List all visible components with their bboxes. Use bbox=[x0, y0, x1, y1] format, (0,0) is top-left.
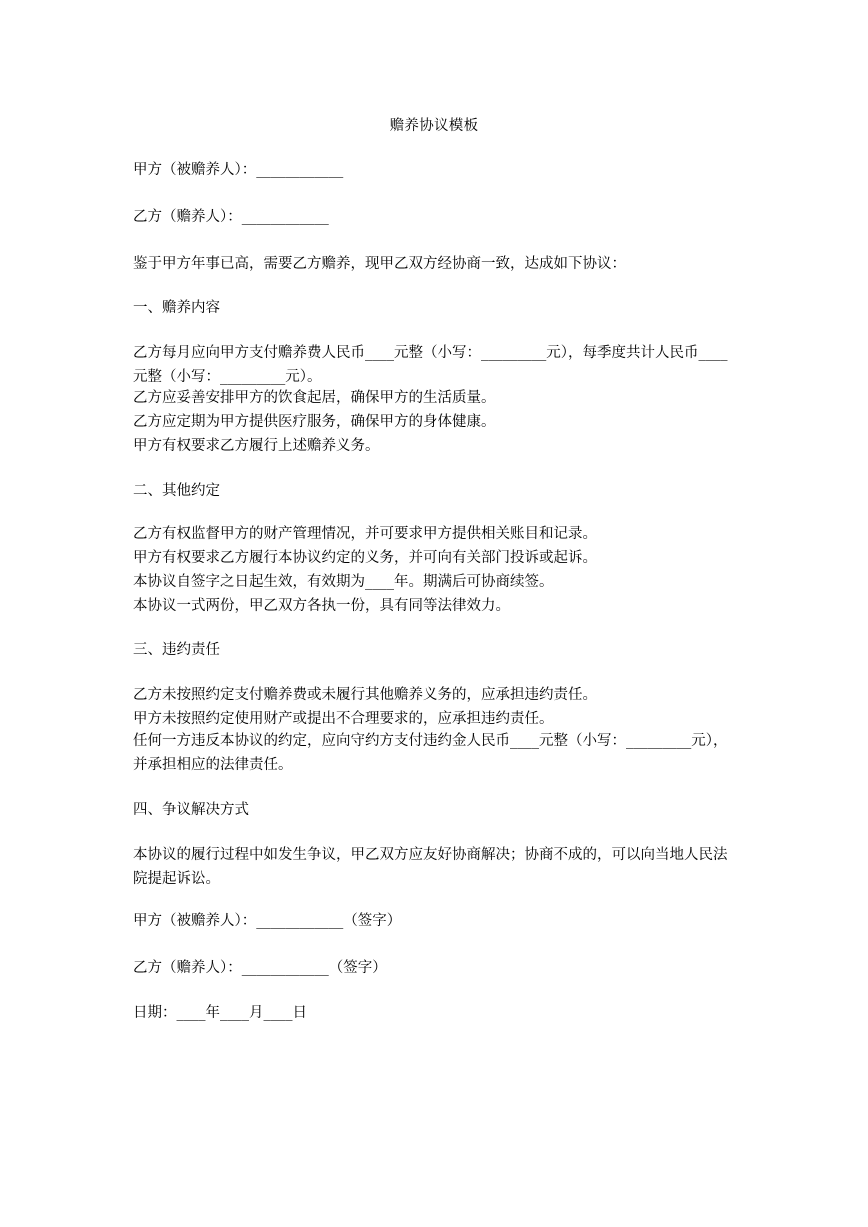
section-4-heading: 四、争议解决方式 bbox=[133, 802, 249, 818]
section-1-item-1: 乙方每月应向甲方支付赡养费人民币____元整（小写：_________元），每季度共计人民币____元整（小写：_________元）。 bbox=[133, 345, 728, 385]
section-2-item-1: 乙方有权监督甲方的财产管理情况，并可要求甲方提供相关账目和记录。 bbox=[133, 526, 597, 542]
section-3-heading: 三、违约责任 bbox=[133, 642, 220, 658]
section-3-item-3: 任何一方违反本协议的约定，应向守约方支付违约金人民币____元整（小写：_________元），并承担相应的法律责任。 bbox=[133, 733, 728, 773]
section-1-item-3: 乙方应定期为甲方提供医疗服务，确保甲方的身体健康。 bbox=[133, 414, 496, 430]
party-a-line: 甲方（被赡养人）：____________ bbox=[133, 162, 344, 178]
section-2-item-4: 本协议一式两份，甲乙双方各执一份，具有同等法律效力。 bbox=[133, 598, 510, 614]
document-title: 赡养协议模板 bbox=[389, 118, 479, 134]
intro-text: 鉴于甲方年事已高，需要乙方赡养，现甲乙双方经协商一致，达成如下协议： bbox=[133, 256, 626, 272]
section-2-item-3: 本协议自签字之日起生效，有效期为____年。期满后可协商续签。 bbox=[133, 574, 554, 590]
section-2-item-2: 甲方有权要求乙方履行本协议约定的义务，并可向有关部门投诉或起诉。 bbox=[133, 550, 597, 566]
section-3-item-2: 甲方未按照约定使用财产或提出不合理要求的，应承担违约责任。 bbox=[133, 711, 554, 727]
signature-party-b: 乙方（赡养人）：____________（签字） bbox=[133, 960, 387, 976]
party-b-line: 乙方（赡养人）：____________ bbox=[133, 209, 329, 225]
section-4-item-1: 本协议的履行过程中如发生争议，甲乙双方应友好协商解决；协商不成的，可以向当地人民法院提起诉讼。 bbox=[133, 847, 728, 887]
signature-party-a: 甲方（被赡养人）：____________（签字） bbox=[133, 913, 402, 929]
section-2-heading: 二、其他约定 bbox=[133, 483, 220, 499]
section-1-heading: 一、赡养内容 bbox=[133, 300, 220, 316]
section-1-item-4: 甲方有权要求乙方履行上述赡养义务。 bbox=[133, 438, 380, 454]
section-1-item-2: 乙方应妥善安排甲方的饮食起居，确保甲方的生活质量。 bbox=[133, 390, 496, 406]
section-3-item-1: 乙方未按照约定支付赡养费或未履行其他赡养义务的，应承担违约责任。 bbox=[133, 687, 597, 703]
signature-date: 日期：____年____月____日 bbox=[133, 1005, 307, 1021]
